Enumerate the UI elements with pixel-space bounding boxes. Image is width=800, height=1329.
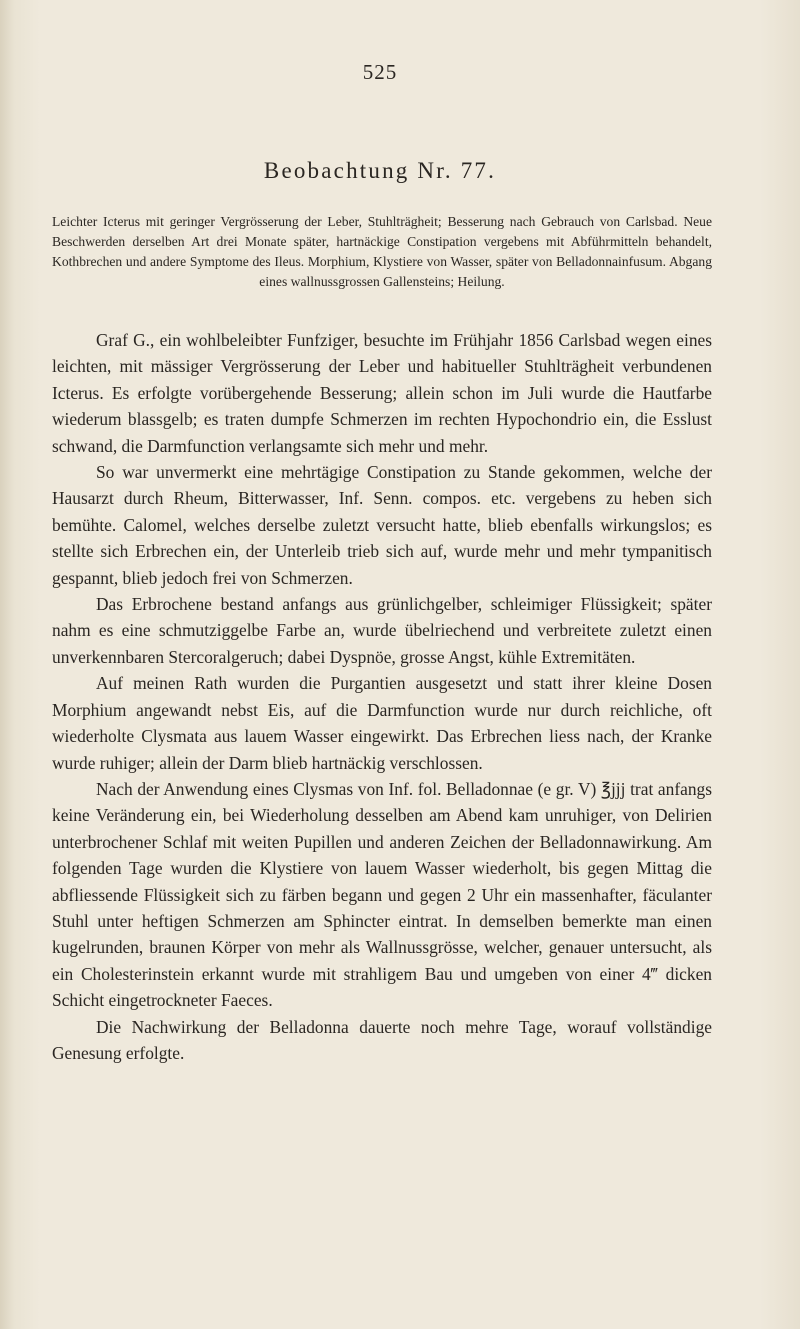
- case-summary: Leichter Icterus mit geringer Vergrösserung der Leber, Stuhlträgheit; Besserung nach Gebrauch von Carlsbad. Neue Beschwerden derselben Art drei Monate später, hartnäckige Constipation vergebens mit Abführmitteln behandelt, Kothbrechen und andere Symptome des Ileus. Morphium, Klystiere von Wasser, später von Belladonnainfusum. Abgang eines wallnussgrossen Gallensteins; Heilung.: [52, 214, 712, 289]
- case-report-body: [52, 327, 712, 1066]
- paragraph: Die Nachwirkung der Belladonna dauerte noch mehre Tage, worauf vollständige Genesung erfolgte.: [52, 1016, 712, 1063]
- page-number: 525: [362, 60, 398, 84]
- paragraph: Das Erbrochene bestand anfangs aus grünlichgelber, schleimiger Flüssigkeit; später nahm es eine schmutziggelbe Farbe an, wurde übelriechend und verbreitete zuletzt einen unverkennbaren Stercoralgeruch; dabei Dyspnöe, grosse Angst, kühle Extremitäten.: [52, 594, 712, 667]
- observation-heading: Beobachtung Nr. 77.: [263, 158, 497, 183]
- paragraph: Auf meinen Rath wurden die Purgantien ausgesetzt und statt ihrer kleine Dosen Morphium angewandt nebst Eis, auf die Darmfunction wurde nur durch reichliche, oft wiederholte Clysmata aus lauem Wasser eingewirkt. Das Erbrechen liess nach, der Kranke wurde ruhiger; allein der Darm blieb hartnäckig verschlossen.: [52, 673, 712, 773]
- paragraph: So war unvermerkt eine mehrtägige Constipation zu Stande gekommen, welche der Hausarzt durch Rheum, Bitterwasser, Inf. Senn. compos. etc. vergebens zu heben sich bemühte. Calomel, welches derselbe zuletzt versucht hatte, blieb ebenfalls wirkungslos; es stellte sich Erbrechen ein, der Unterleib trieb sich auf, wurde mehr und mehr tympanitisch gespannt, blieb jedoch frei von Schmerzen.: [52, 462, 712, 588]
- paragraph: Nach der Anwendung eines Clysmas von Inf. fol. Belladonnae (e gr. V) ℥jjj trat anfangs keine Veränderung ein, bei Wiederholung desselben am Abend kam unruhiger, von Delirien unterbrochener Schlaf mit weiten Pupillen und anderen Zeichen der Belladonnawirkung. Am folgenden Tage wurden die Klystiere von lauem Wasser wiederholt, bis gegen Mittag die abfliessende Flüssigkeit sich zu färben begann und gegen 2 Uhr ein massenhafter, fäculanter Stuhl unter heftigen Schmerzen am Sphincter eintrat. In demselben bemerkte man einen kugelrunden, braunen Körper von mehr als Wallnussgrösse, welcher, genauer untersucht, als ein Cholesterinstein erkannt wurde mit strahligem Bau und umgeben von einer 4‴ dicken Schicht eingetrockneter Faeces.: [52, 778, 712, 1011]
- paragraph: Graf G., ein wohlbeleibter Funfziger, besuchte im Frühjahr 1856 Carlsbad wegen eines leichten, mit mässiger Vergrösserung der Leber und habitueller Stuhlträgheit verbundenen Icterus. Es erfolgte vorübergehende Besserung; allein schon im Juli wurde die Hautfarbe wiederum blassgelb; es traten dumpfe Schmerzen im rechten Hypochondrio ein, die Esslust schwand, die Darmfunction verlangsamte sich mehr und mehr.: [52, 330, 712, 456]
